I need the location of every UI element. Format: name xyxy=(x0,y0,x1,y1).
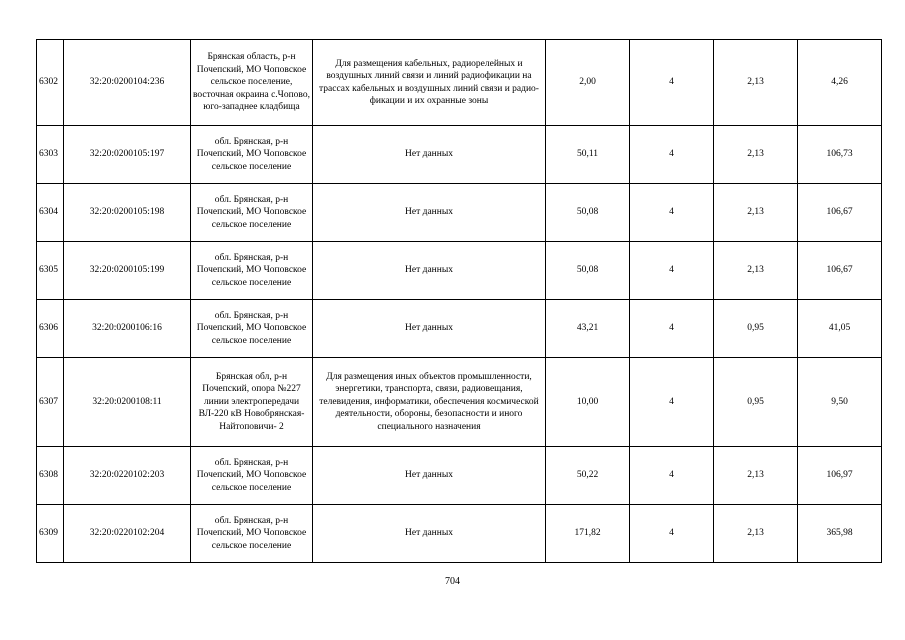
row-number: 6308 xyxy=(37,447,64,505)
table-row xyxy=(37,300,882,358)
column-7-cell: 0,95 xyxy=(714,358,798,447)
table-body xyxy=(37,40,882,563)
permitted-use-cell: Нет данных xyxy=(313,505,546,563)
permitted-use-cell: Для размещения кабельных, радиорелейных и воздушных линий связи и линий радиофикации на трассах кабельных и воздушных линий связи и радио-фикации и их охранные зоны xyxy=(313,40,546,126)
address-cell: обл. Брянская, р-н Почепский, МО Чоповское сельское поселение xyxy=(191,505,313,563)
column-7-cell: 2,13 xyxy=(714,505,798,563)
table-row xyxy=(37,242,882,300)
table-row xyxy=(37,447,882,505)
row-number: 6304 xyxy=(37,184,64,242)
land-plot-table xyxy=(36,39,882,563)
permitted-use-cell: Нет данных xyxy=(313,447,546,505)
address-cell: обл. Брянская, р-н Почепский, МО Чоповское сельское поселение xyxy=(191,447,313,505)
address-cell: обл. Брянская, р-н Почепский, МО Чоповское сельское поселение xyxy=(191,300,313,358)
column-8-cell: 4,26 xyxy=(798,40,882,126)
column-7-cell: 2,13 xyxy=(714,242,798,300)
address-cell: обл. Брянская, р-н Почепский, МО Чоповское сельское поселение xyxy=(191,126,313,184)
area-cell: 50,08 xyxy=(546,242,630,300)
column-7-cell: 0,95 xyxy=(714,300,798,358)
page-number: 704 xyxy=(445,576,460,587)
cadastral-number: 32:20:0220102:203 xyxy=(64,447,191,505)
column-7-cell: 2,13 xyxy=(714,40,798,126)
column-6-cell: 4 xyxy=(630,184,714,242)
table-row xyxy=(37,40,882,126)
row-number: 6305 xyxy=(37,242,64,300)
column-7-cell: 2,13 xyxy=(714,447,798,505)
permitted-use-cell: Нет данных xyxy=(313,126,546,184)
area-cell: 10,00 xyxy=(546,358,630,447)
column-8-cell: 41,05 xyxy=(798,300,882,358)
cadastral-number: 32:20:0200105:198 xyxy=(64,184,191,242)
address-cell: Брянская область, р-н Почепский, МО Чоповское сельское поселение, восточная окраина с.Чопово, юго-западнее кладбища xyxy=(191,40,313,126)
cadastral-number: 32:20:0200105:199 xyxy=(64,242,191,300)
area-cell: 50,22 xyxy=(546,447,630,505)
column-6-cell: 4 xyxy=(630,358,714,447)
table-row xyxy=(37,126,882,184)
area-cell: 50,08 xyxy=(546,184,630,242)
cadastral-number: 32:20:0200104:236 xyxy=(64,40,191,126)
row-number: 6303 xyxy=(37,126,64,184)
column-6-cell: 4 xyxy=(630,300,714,358)
area-cell: 2,00 xyxy=(546,40,630,126)
address-cell: обл. Брянская, р-н Почепский, МО Чоповское сельское поселение xyxy=(191,242,313,300)
column-6-cell: 4 xyxy=(630,242,714,300)
table-row xyxy=(37,358,882,447)
table-row xyxy=(37,184,882,242)
column-6-cell: 4 xyxy=(630,505,714,563)
row-number: 6309 xyxy=(37,505,64,563)
row-number: 6306 xyxy=(37,300,64,358)
column-8-cell: 106,67 xyxy=(798,242,882,300)
cadastral-number: 32:20:0220102:204 xyxy=(64,505,191,563)
address-cell: Брянская обл, р-н Почепский, опора №227 линии электропередачи ВЛ-220 кВ Новобрянская-Найтоповичи- 2 xyxy=(191,358,313,447)
row-number: 6302 xyxy=(37,40,64,126)
permitted-use-cell: Нет данных xyxy=(313,184,546,242)
column-8-cell: 106,67 xyxy=(798,184,882,242)
column-8-cell: 365,98 xyxy=(798,505,882,563)
cadastral-number: 32:20:0200105:197 xyxy=(64,126,191,184)
column-6-cell: 4 xyxy=(630,126,714,184)
area-cell: 50,11 xyxy=(546,126,630,184)
row-number: 6307 xyxy=(37,358,64,447)
column-6-cell: 4 xyxy=(630,40,714,126)
column-8-cell: 9,50 xyxy=(798,358,882,447)
column-7-cell: 2,13 xyxy=(714,184,798,242)
column-8-cell: 106,97 xyxy=(798,447,882,505)
address-cell: обл. Брянская, р-н Почепский, МО Чоповское сельское поселение xyxy=(191,184,313,242)
area-cell: 43,21 xyxy=(546,300,630,358)
permitted-use-cell: Нет данных xyxy=(313,300,546,358)
cadastral-number: 32:20:0200106:16 xyxy=(64,300,191,358)
cadastral-number: 32:20:0200108:11 xyxy=(64,358,191,447)
column-8-cell: 106,73 xyxy=(798,126,882,184)
column-7-cell: 2,13 xyxy=(714,126,798,184)
permitted-use-cell: Для размещения иных объектов промышленности, энергетики, транспорта, связи, радиовещания, телевидения, информатики, обеспечения космической деятельности, обороны, безопасности и иного специального назначения xyxy=(313,358,546,447)
area-cell: 171,82 xyxy=(546,505,630,563)
table-row xyxy=(37,505,882,563)
permitted-use-cell: Нет данных xyxy=(313,242,546,300)
column-6-cell: 4 xyxy=(630,447,714,505)
